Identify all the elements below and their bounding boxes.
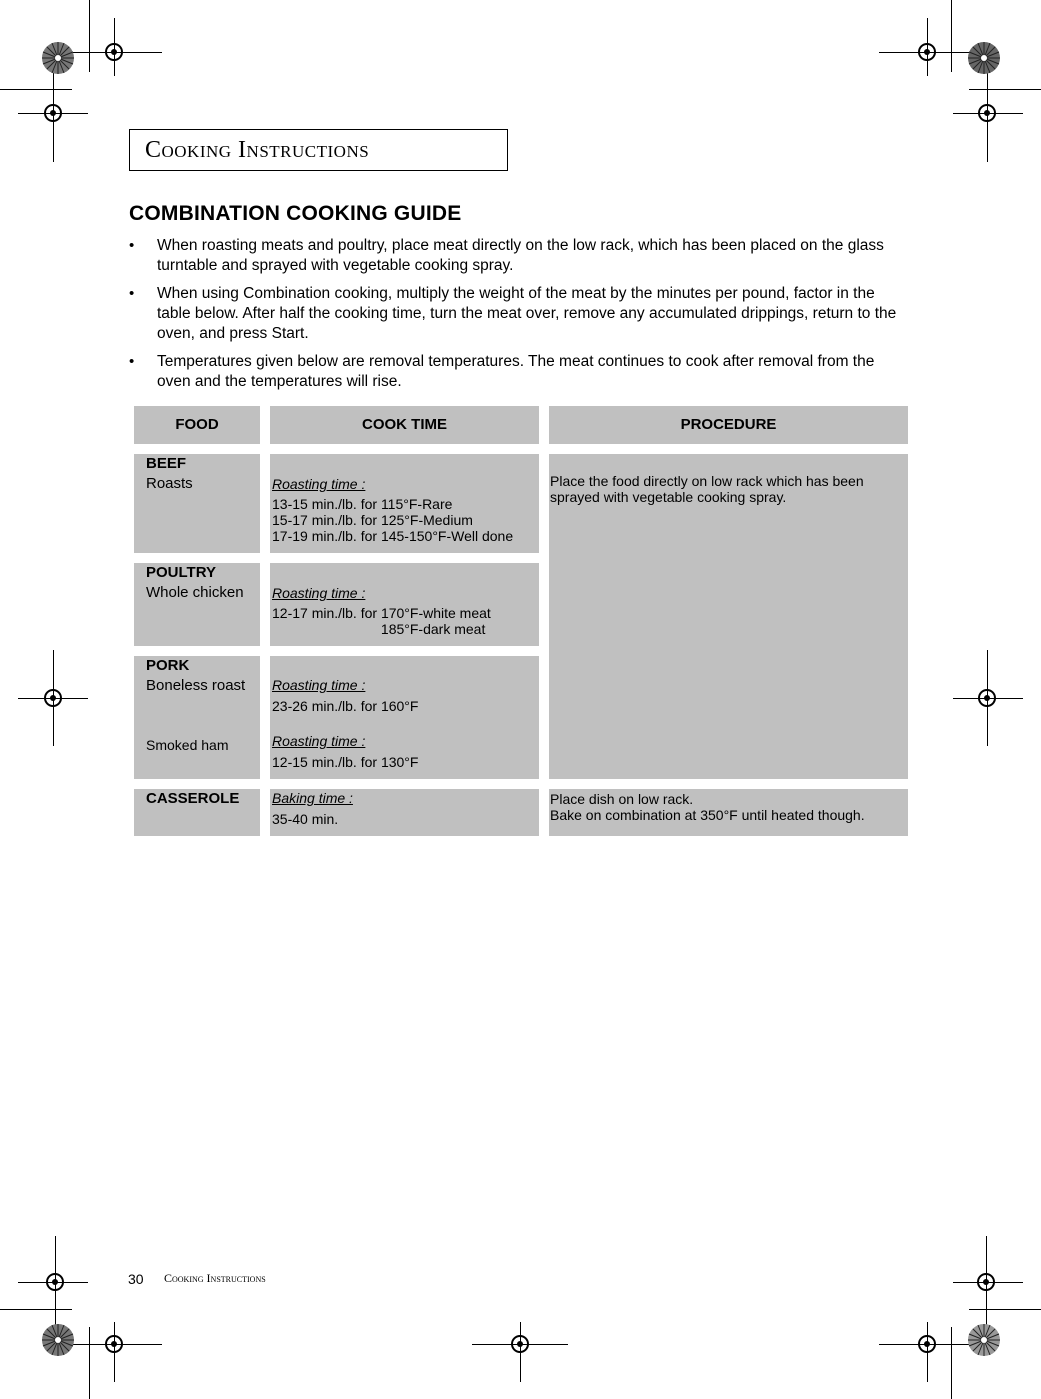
starburst-mark-icon [40,40,76,76]
food-cell-beef [134,454,260,553]
food-title-pork: PORK [146,657,190,674]
registration-target-icon [44,1271,66,1293]
list-item [129,352,909,392]
starburst-mark-icon [40,1322,76,1358]
list-item [129,284,909,344]
bullet-text: When using Combination cooking, multiply the weight of the meat by the minutes per pound, factor in the table below. After half the cooking time, turn the meat over, remove any accumulated drippings, return to the oven, and press Start. [157,285,897,342]
guide-title: COMBINATION COOKING GUIDE [129,202,462,225]
bullet-text: When roasting meats and poultry, place meat directly on the low rack, which has been placed on the glass turntable and sprayed with vegetable cooking spray. [157,237,884,274]
food-sub-pork-boneless: Boneless roast [146,677,246,694]
registration-target-icon [916,1333,938,1355]
food-title-casserole: CASSEROLE [146,790,240,807]
registration-target-icon [103,1333,125,1355]
procedure-cell-meats [549,454,908,779]
registration-target-icon [42,687,64,709]
time-values-pork-ham: 12-15 min./lb. for 130°F [272,754,419,770]
food-cell-poultry [134,563,260,646]
time-label-poultry: Roasting time : [272,585,366,601]
procedure-line-2-casserole: Bake on combination at 350°F until heated though. [550,807,865,823]
registration-target-icon [509,1333,531,1355]
time-values-casserole: 35-40 min. [272,811,339,827]
time-values-pork-boneless: 23-26 min./lb. for 160°F [272,698,419,714]
registration-target-icon [976,102,998,124]
food-sub-pork-ham: Smoked ham [146,737,229,753]
food-sub-poultry: Whole chicken [146,584,244,601]
registration-target-icon [975,1271,997,1293]
time-label-pork-ham: Roasting time : [272,733,366,749]
time-cell-pork [270,656,539,779]
bullet-text: Temperatures given below are removal temperatures. The meat continues to cook after removal from the oven and the temperatures will rise. [157,353,875,390]
header-cook-time: COOK TIME [270,406,539,444]
food-cell-pork [134,656,260,779]
time-cell-beef [270,454,539,553]
time-label-pork-boneless: Roasting time : [272,677,366,693]
section-header: Cooking Instructions [145,137,370,163]
starburst-mark-icon [966,40,1002,76]
registration-target-icon [42,102,64,124]
time-cell-casserole [270,789,539,836]
food-title-poultry: POULTRY [146,564,216,581]
page-number: 30 [128,1271,144,1287]
procedure-text-meats: Place the food directly on low rack which has been sprayed with vegetable cooking spray. [550,473,864,505]
registration-target-icon [103,41,125,63]
food-title-beef: BEEF [146,455,187,472]
procedure-line-1-casserole: Place dish on low rack. [550,791,694,807]
time-values-poultry: 12-17 min./lb. for 170°F-white meat 185°F-dark meat [272,605,491,637]
time-label-beef: Roasting time : [272,476,366,492]
starburst-mark-icon [966,1322,1002,1358]
registration-target-icon [916,41,938,63]
header-procedure: PROCEDURE [549,406,908,444]
procedure-cell-casserole [549,789,908,836]
instruction-list [129,236,909,400]
registration-target-icon [976,687,998,709]
time-values-beef: 13-15 min./lb. for 115°F-Rare 15-17 min./lb. for 125°F-Medium 17-19 min./lb. for 145-150°F-Well done [272,496,514,544]
food-sub-beef: Roasts [146,475,193,492]
time-cell-poultry [270,563,539,646]
bullet-icon: • [129,285,135,302]
header-food: FOOD [134,406,260,444]
food-cell-casserole [134,789,260,836]
bullet-icon: • [129,353,135,370]
list-item [129,236,909,276]
time-label-casserole: Baking time : [272,790,353,806]
bullet-icon: • [129,237,135,254]
section-header-box [129,129,508,171]
footer-text: Cooking Instructions [164,1271,266,1285]
